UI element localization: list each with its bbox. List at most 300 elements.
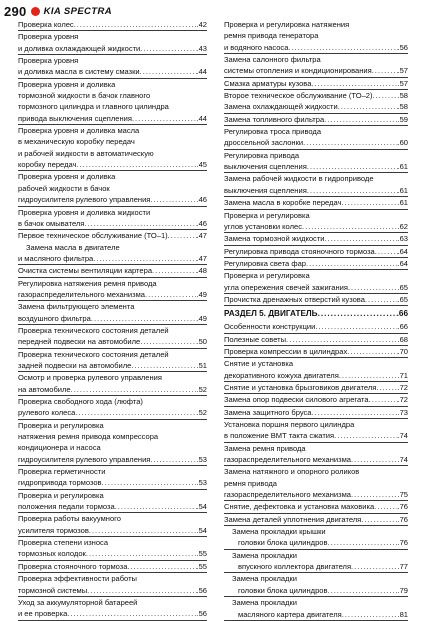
dot-leader: [84, 218, 196, 229]
toc-page-number: .56: [397, 42, 408, 52]
toc-entry: [18, 608, 207, 620]
toc-entry-title: Проверка герметичности: [18, 467, 106, 477]
toc-entry: [18, 396, 207, 407]
toc-entry: [18, 66, 207, 78]
toc-entry-title: Замена масла в коробке передач: [224, 198, 342, 208]
toc-entry: [18, 525, 207, 537]
toc-entry-title: Проверка и регулировка: [18, 490, 104, 500]
toc-entry: [224, 65, 408, 77]
toc-entry: [18, 407, 207, 419]
toc-entry: [18, 218, 207, 230]
toc-entry-title: выключения сцепления: [224, 185, 307, 195]
toc-entry-title: Замена опор подвески силового агрегата: [224, 395, 369, 405]
toc-entry-title: Регулировка привода стояночного тормоза: [224, 246, 375, 256]
toc-entry: [18, 159, 207, 171]
toc-entry-title: Проверка и регулировка: [18, 420, 104, 430]
toc-page-number: .42: [196, 20, 207, 29]
dot-leader: [374, 501, 397, 512]
toc-page-number: .48: [196, 266, 207, 276]
toc-page-number: .64: [397, 258, 408, 268]
toc-page-number: .72: [397, 382, 408, 392]
dot-leader: [102, 477, 197, 488]
toc-entry: [18, 242, 207, 253]
toc-entry-title: Замена рабочей жидкости в гидроприводе: [224, 174, 374, 184]
dot-leader: [76, 159, 196, 170]
dot-leader: [93, 253, 196, 264]
toc-entry-title: и масляного фильтра: [18, 253, 94, 263]
toc-page-number: .44: [196, 67, 207, 77]
toc-page-number: .61: [397, 198, 408, 208]
toc-entry-title: Проверка компрессии в цилиндрах: [224, 346, 348, 356]
toc-entry: [18, 148, 207, 159]
dot-leader: [328, 585, 398, 596]
toc-page-number: .56: [196, 585, 207, 595]
toc-entry-title: задней подвески на автомобиле: [18, 360, 132, 370]
toc-entry-title: на автомобиле: [18, 384, 71, 394]
toc-page-number: .49: [196, 313, 207, 323]
toc-entry: [224, 270, 408, 281]
section-heading: [224, 306, 408, 321]
toc-entry-title: Замена топливного фильтра: [224, 114, 325, 124]
toc-entry-title: Проверка колес: [18, 20, 74, 29]
toc-entry: [18, 301, 207, 312]
toc-page-number: .75: [397, 490, 408, 500]
toc-entry: [224, 550, 408, 561]
toc-entry: [224, 282, 408, 294]
toc-entry-title: Снятие и установка: [224, 359, 294, 369]
toc-page-number: .61: [397, 185, 408, 195]
toc-entry-title: Смазка арматуры кузова: [224, 78, 312, 88]
toc-entry: [224, 246, 408, 258]
toc-entry-title: РАЗДЕЛ 5. ДВИГАТЕЛЬ: [224, 309, 318, 319]
dot-leader: [307, 161, 398, 172]
toc-page-number: .66: [396, 309, 408, 319]
brand-logo-icon: [31, 7, 40, 16]
dot-leader: [152, 265, 196, 276]
toc-page-number: .65: [397, 294, 408, 304]
toc-entry-title: Проверка уровня и доливка: [18, 79, 116, 89]
toc-page-number: .52: [196, 384, 207, 394]
toc-entry: [224, 19, 408, 30]
toc-entry-title: Проверка стояночного тормоза: [18, 561, 128, 571]
toc-entry-title: и ее проверка: [18, 609, 68, 619]
toc-entry: [224, 358, 408, 369]
toc-entry-title: Замена охлаждающей жидкости: [224, 102, 338, 112]
toc-entry: [224, 126, 408, 137]
toc-entry-title: положения педали тормоза: [18, 502, 115, 512]
toc-entry: [224, 137, 408, 149]
toc-entry: [18, 442, 207, 453]
toc-entry: [224, 370, 408, 382]
toc-entry-title: в положение ВМТ такта сжатия: [224, 431, 335, 441]
toc-entry-title: Первое техническое обслуживание (ТО–1): [18, 231, 168, 241]
toc-entry: [18, 360, 207, 372]
toc-entry-title: Снятие и установка брызговиков двигателя: [224, 382, 377, 392]
toc-entry: [224, 609, 408, 621]
dot-leader: [372, 90, 397, 101]
toc-entry-title: выключения сцепления: [224, 162, 307, 172]
toc-entry: [224, 101, 408, 113]
toc-page-number: .70: [397, 346, 408, 356]
toc-entry-title: рабочей жидкости в бачок: [18, 183, 110, 193]
dot-leader: [324, 114, 397, 125]
toc-entry: [224, 161, 408, 173]
dot-leader: [318, 306, 397, 321]
toc-entry-title: Особенности конструкции: [224, 322, 316, 332]
toc-page-number: .50: [196, 337, 207, 347]
toc-entry-title: Замена прокладки: [232, 574, 297, 584]
toc-page-number: .49: [196, 289, 207, 299]
toc-entry-title: ремня привода генератора: [224, 31, 319, 41]
toc-entry-title: Проверка и регулировка: [224, 271, 310, 281]
toc-entry: [18, 253, 207, 265]
toc-entry: [224, 501, 408, 513]
dot-leader: [87, 585, 196, 596]
toc-entry-title: Замена масла в двигателе: [26, 242, 120, 252]
toc-page-number: .57: [397, 78, 408, 88]
toc-page-number: .58: [397, 91, 408, 101]
toc-page-number: .81: [397, 609, 408, 619]
toc-entry: [18, 349, 207, 360]
dot-leader: [351, 489, 398, 500]
toc-page-number: .57: [397, 66, 408, 76]
toc-entry: [18, 477, 207, 489]
toc-entry: [18, 325, 207, 336]
toc-entry: [224, 489, 408, 501]
toc-entry: [18, 573, 207, 584]
toc-entry-title: Регулировка троса привода: [224, 127, 322, 137]
dot-leader: [127, 561, 196, 572]
dot-leader: [286, 334, 397, 345]
toc-entry: [18, 431, 207, 442]
toc-entry-title: газораспределительного механизма: [224, 455, 351, 465]
toc-entry-title: Проверка свободного хода (люфта): [18, 397, 143, 406]
toc-entry: [18, 31, 207, 42]
dot-leader: [288, 42, 397, 53]
toc-entry-title: Замена деталей уплотнения двигателя: [224, 514, 362, 524]
toc-entry-title: в механическую коробку передач: [18, 137, 135, 147]
toc-entry-title: масляного картера двигателя: [238, 609, 342, 619]
toc-entry: [18, 171, 207, 182]
toc-entry-title: привода выключения сцепления: [18, 113, 132, 123]
toc-entry-title: воздушного фильтра: [18, 313, 91, 323]
toc-entry-title: и доливка охлаждающей жидкости: [18, 43, 141, 53]
toc-entry-title: и водяного насоса: [224, 42, 289, 52]
toc-entry: [18, 265, 207, 277]
toc-entry-title: Уход за аккумуляторной батареей: [18, 597, 138, 607]
dot-leader: [365, 294, 398, 305]
toc-entry: [18, 454, 207, 466]
dot-leader: [74, 19, 197, 30]
toc-entry-title: и рабочей жидкости в автоматическую: [18, 148, 154, 158]
toc-page-number: .76: [397, 514, 408, 524]
toc-entry-title: Замена салонного фильтра: [224, 55, 321, 65]
dot-leader: [71, 384, 197, 395]
page-number: 290: [4, 4, 27, 19]
toc-entry: [224, 430, 408, 442]
dot-leader: [89, 525, 197, 536]
toc-entry: [224, 407, 408, 419]
toc-entry: [18, 585, 207, 597]
toc-entry: [224, 54, 408, 65]
toc-entry: [18, 384, 207, 396]
toc-entry-title: Замена тормозной жидкости: [224, 234, 325, 244]
dot-leader: [375, 246, 398, 257]
toc-entry-title: Проверка уровня и доливка масла: [18, 126, 140, 136]
toc-entry-title: гидроусилителя рулевого управления: [18, 454, 151, 464]
toc-entry: [224, 173, 408, 184]
toc-entry-title: Замена фильтрующего элемента: [18, 302, 135, 312]
toc-entry: [224, 150, 408, 161]
toc-page-number: .76: [397, 538, 408, 548]
toc-entry: [224, 321, 408, 333]
toc-entry-title: Регулировка света фар: [224, 258, 306, 268]
toc-page-number: .58: [397, 102, 408, 112]
toc-page-number: .68: [397, 334, 408, 344]
toc-entry: [224, 382, 408, 394]
toc-page-number: .77: [397, 562, 408, 572]
dot-leader: [302, 221, 398, 232]
toc-entry-title: и доливка масла в систему смазки: [18, 67, 140, 77]
toc-entry-title: Проверка технического состояния деталей: [18, 325, 169, 335]
dot-leader: [168, 230, 197, 241]
toc-entry-title: Регулировка натяжения ремня привода: [18, 278, 157, 288]
toc-page-number: .46: [196, 218, 207, 228]
dot-leader: [75, 407, 196, 418]
toc-entry: [224, 585, 408, 597]
toc-entry-title: Проверка уровня: [18, 56, 79, 66]
dot-leader: [140, 43, 196, 54]
toc-entry: [18, 548, 207, 560]
toc-entry-title: головки блока цилиндров: [238, 538, 328, 548]
dot-leader: [132, 113, 197, 124]
toc-entry: [18, 537, 207, 548]
toc-entry: [224, 114, 408, 126]
toc-entry: [18, 372, 207, 383]
toc-entry: [224, 346, 408, 358]
dot-leader: [140, 66, 197, 77]
toc-entry-title: впускного коллектора двигателя: [238, 562, 352, 572]
toc-entry: [224, 561, 408, 573]
brand-name: KIA SPECTRA: [43, 6, 113, 17]
toc-entry-title: ремня привода: [224, 478, 277, 488]
toc-page-number: .54: [196, 525, 207, 535]
toc-entry-title: системы отопления и кондиционирования: [224, 66, 372, 76]
toc-entry: [18, 597, 207, 608]
dot-leader: [376, 382, 397, 393]
dot-leader: [307, 185, 398, 196]
dot-leader: [303, 137, 397, 148]
dot-leader: [325, 233, 398, 244]
dot-leader: [311, 78, 397, 89]
toc-entry: [224, 394, 408, 406]
toc-entry: [18, 194, 207, 206]
toc-entry: [18, 183, 207, 194]
toc-page-number: .74: [397, 431, 408, 441]
toc-entry: [224, 419, 408, 430]
toc-entry-title: Проверка эффективности работы: [18, 574, 137, 584]
toc-entry-title: Проверка работы вакуумного: [18, 514, 121, 524]
toc-page-number: .45: [196, 160, 207, 170]
toc-page-number: .74: [397, 455, 408, 465]
toc-entry-title: коробку передач: [18, 160, 77, 170]
toc-entry: [18, 336, 207, 348]
toc-entry: [18, 230, 207, 241]
toc-entry: [18, 561, 207, 573]
dot-leader: [86, 548, 197, 559]
toc-page-number: .65: [397, 282, 408, 292]
toc-entry-title: Очистка системы вентиляции картера: [18, 266, 153, 276]
toc-page-number: .72: [397, 395, 408, 405]
toc-entry: [18, 55, 207, 66]
toc-entry: [18, 90, 207, 101]
toc-column-right: [224, 19, 408, 621]
toc-entry: [224, 90, 408, 101]
dot-leader: [150, 194, 196, 205]
toc-entry: [224, 478, 408, 489]
toc-entry-title: тормозных колодок: [18, 549, 86, 559]
toc-page-number: .71: [397, 370, 408, 380]
dot-leader: [306, 258, 398, 269]
toc-entry-title: тормозной жидкости в бачок главного: [18, 91, 151, 101]
toc-entry: [224, 443, 408, 454]
toc-page-number: .63: [397, 234, 408, 244]
dot-leader: [145, 289, 197, 300]
toc-page-number: .55: [196, 561, 207, 571]
toc-entry-title: Замена натяжного и опорного роликов: [224, 467, 360, 477]
toc-entry-title: декоративного кожуха двигателя: [224, 370, 339, 380]
toc-entry: [18, 513, 207, 524]
toc-entry-title: тормозного цилиндра и главного цилиндра: [18, 102, 169, 112]
toc-page-number: .53: [196, 454, 207, 464]
toc-entry: [224, 42, 408, 54]
dot-leader: [369, 394, 398, 405]
toc-entry-title: натяжения ремня привода компрессора: [18, 432, 159, 442]
toc-entry-title: Замена прокладки крышки: [232, 527, 326, 537]
toc-entry-title: Замена прокладки: [232, 550, 297, 560]
toc-entry: [224, 597, 408, 608]
toc-entry: [18, 43, 207, 55]
toc-entry: [18, 501, 207, 513]
dot-leader: [131, 360, 196, 371]
toc-page-number: .53: [196, 478, 207, 488]
toc-page-number: .79: [397, 585, 408, 595]
toc-page-number: .61: [397, 162, 408, 172]
dot-leader: [351, 561, 397, 572]
toc-page-number: .46: [196, 195, 207, 205]
toc-entry: [224, 454, 408, 466]
toc-entry: [224, 197, 408, 209]
dot-leader: [361, 514, 397, 525]
toc-entry: [18, 313, 207, 325]
dot-leader: [311, 407, 397, 418]
dot-leader: [67, 608, 196, 619]
toc-entry-title: гидроусилителя рулевого управления: [18, 195, 151, 205]
dot-leader: [328, 537, 398, 548]
toc-entry: [18, 207, 207, 218]
toc-entry-title: Регулировка привода: [224, 150, 300, 160]
toc-entry: [224, 30, 408, 41]
toc-entry: [224, 537, 408, 549]
dot-leader: [91, 313, 197, 324]
toc-entry-title: Проверка уровня: [18, 32, 79, 42]
toc-entry: [18, 136, 207, 147]
toc-entry-title: Проверка и регулировка натяжения: [224, 20, 350, 29]
toc-entry-title: газораспределительного механизма: [224, 490, 351, 500]
toc-page-number: .56: [196, 609, 207, 619]
dot-leader: [351, 454, 398, 465]
toc-entry-title: Замена прокладки: [232, 598, 297, 608]
toc-entry: [224, 258, 408, 270]
dot-leader: [334, 430, 397, 441]
toc-entry: [18, 278, 207, 289]
toc-entry-title: гидропривода тормозов: [18, 478, 102, 488]
dot-leader: [347, 346, 397, 357]
toc-page-number: .51: [196, 360, 207, 370]
toc-entry: [18, 113, 207, 125]
toc-entry: [224, 78, 408, 90]
toc-entry-title: рулевого колеса: [18, 408, 76, 418]
toc-entry: [18, 466, 207, 477]
toc-entry: [224, 514, 408, 526]
dot-leader: [372, 65, 398, 76]
toc-entry-title: углов установки колес: [224, 221, 302, 231]
toc-entry-title: передней подвески на автомобиле: [18, 337, 141, 347]
toc-entry: [18, 125, 207, 136]
toc-entry: [224, 210, 408, 221]
toc-entry: [224, 185, 408, 197]
toc-page-number: .47: [196, 231, 207, 241]
dot-leader: [339, 370, 398, 381]
toc-entry-title: Снятие, дефектовка и установка маховика: [224, 502, 375, 512]
toc-entry-title: Полезные советы: [224, 334, 287, 344]
toc-entry-title: тормозной системы: [18, 585, 88, 595]
toc-entry-title: Проверка уровня и доливка: [18, 172, 116, 182]
toc-page-number: .60: [397, 138, 408, 148]
toc-page-number: .73: [397, 407, 408, 417]
toc-entry-title: Проверка степени износа: [18, 538, 109, 548]
toc-entry-title: Проверка уровня и доливка жидкости: [18, 207, 151, 217]
dot-leader: [341, 197, 397, 208]
toc-page-number: .55: [196, 549, 207, 559]
toc-page-number: .59: [397, 114, 408, 124]
toc-entry-title: Замена защитного бруса: [224, 407, 312, 417]
toc-entry: [18, 289, 207, 301]
dot-leader: [115, 501, 197, 512]
toc-page-number: .76: [397, 502, 408, 512]
toc-page-number: .54: [196, 502, 207, 512]
toc-entry: [18, 490, 207, 501]
toc-entry: [224, 466, 408, 477]
toc-entry: [224, 573, 408, 584]
toc-entry-title: Проверка технического состояния деталей: [18, 349, 169, 359]
toc-entry-title: кондиционера и насоса: [18, 443, 101, 453]
toc-entry-title: Замена ремня привода: [224, 443, 306, 453]
toc-entry-title: в бачок омывателя: [18, 218, 85, 228]
toc-page-number: .47: [196, 253, 207, 263]
toc-page-number: .64: [397, 246, 408, 256]
toc-entry-title: дроссельной заслонки: [224, 138, 304, 148]
toc-entry-title: Установка поршня первого цилиндра: [224, 420, 355, 429]
toc-entry-title: угла опережения свечей зажигания: [224, 282, 348, 292]
toc-page-number: .52: [196, 408, 207, 418]
toc-page-number: .66: [397, 322, 408, 332]
toc-column-left: [18, 19, 207, 621]
toc-entry-title: головки блока цилиндров: [238, 585, 328, 595]
toc-entry-title: Прочистка дренажных отверстий кузова: [224, 294, 365, 304]
toc-entry-title: газораспределительного механизма: [18, 289, 145, 299]
toc-page-number: .62: [397, 221, 408, 231]
